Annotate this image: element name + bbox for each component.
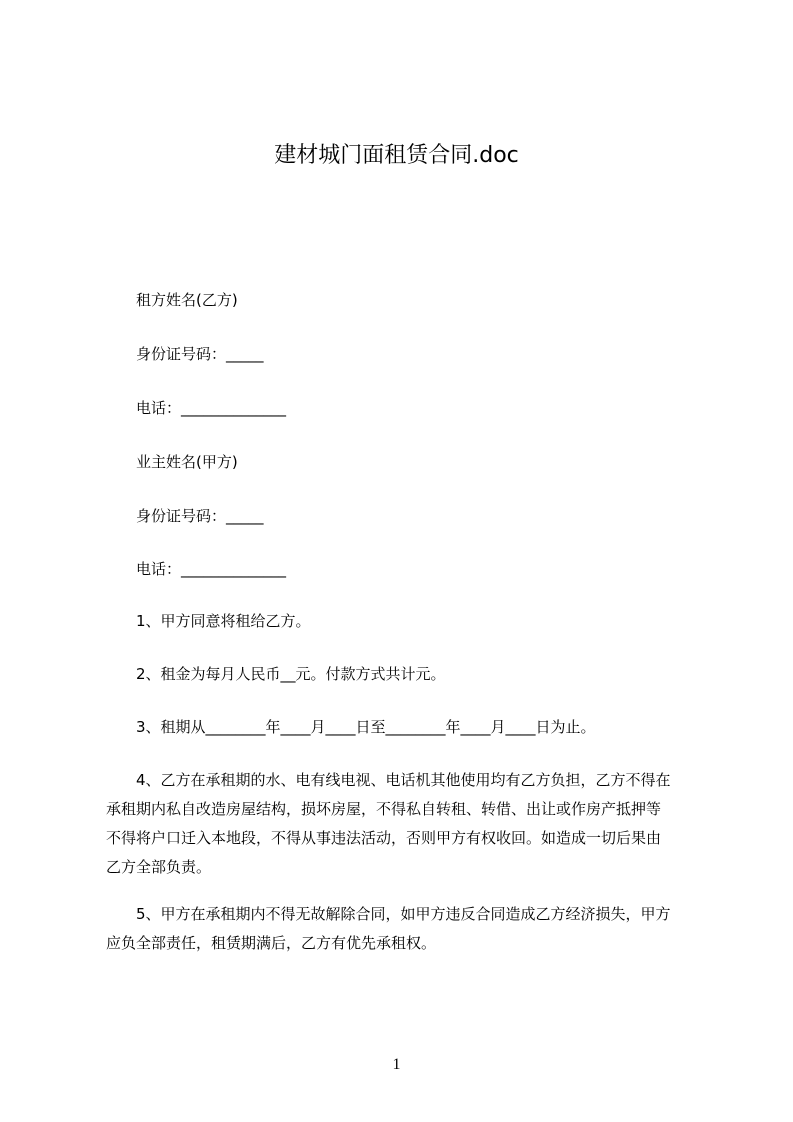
clause-4: [106, 766, 722, 882]
clause-3: 3、租期从________年____月____日至________年____月____日为止。: [136, 718, 596, 736]
page-number: 1: [392, 1056, 401, 1073]
document-title: 建材城门面租赁合同.doc: [274, 143, 519, 168]
clause-2: 2、租金为每月人民币__元。付款方式共计元。: [136, 665, 446, 683]
owner-id-label: 身份证号码：_____: [136, 507, 264, 525]
clause-4-line: 不得将户口迁入本地段，不得从事违法活动，否则甲方有权收回。如造成一切后果由: [106, 829, 662, 847]
owner-name-label: 业主姓名(甲方): [136, 453, 238, 471]
owner-phone-label: 电话：______________: [136, 560, 287, 578]
clause-4-line: 承租期内私自改造房屋结构，损坏房屋，不得私自转租、转借、出让或作房产抵押等: [106, 800, 662, 818]
tenant-id-label: 身份证号码：_____: [136, 345, 264, 363]
tenant-name-label: 租方姓名(乙方): [136, 291, 238, 309]
clause-4-line: 乙方全部负责。: [106, 858, 212, 876]
tenant-phone-label: 电话：______________: [136, 399, 287, 417]
clause-5-line: 应负全部责任，租赁期满后，乙方有优先承租权。: [106, 934, 437, 952]
clause-1: 1、甲方同意将租给乙方。: [136, 612, 311, 630]
clause-5-line: 5、甲方在承租期内不得无故解除合同，如甲方违反合同造成乙方经济损失，甲方: [136, 905, 671, 923]
clause-5: [106, 900, 722, 958]
clause-4-line: 4、乙方在承租期的水、电有线电视、电话机其他使用均有乙方负担，乙方不得在: [136, 771, 671, 789]
